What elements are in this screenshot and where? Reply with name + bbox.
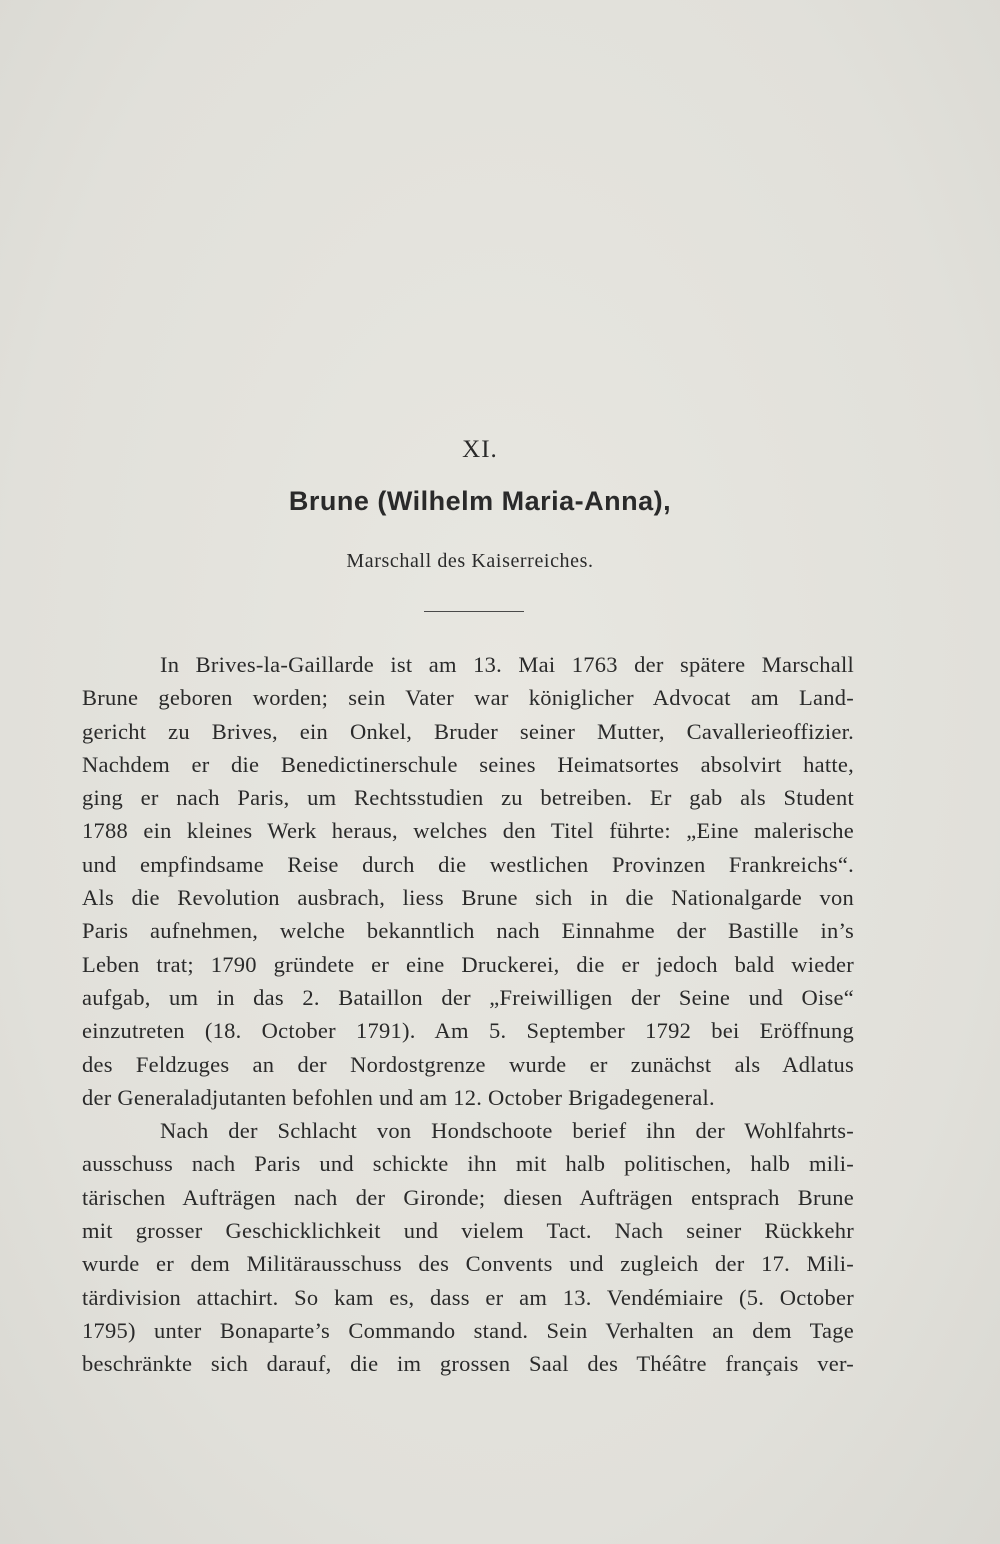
chapter-title: Brune (Wilhelm Maria-Anna), [288,486,672,516]
text-line: 1788 ein kleines Werk heraus, welches den Titel führte: „Eine malerische [82,818,854,844]
text-line: tärischen Aufträgen nach der Gironde; diesen Aufträgen entsprach Brune [82,1184,854,1210]
text-line: einzutreten (18. October 1791). Am 5. September 1792 bei Eröffnung [82,1018,854,1044]
text-line: Als die Revolution ausbrach, liess Brune sich in die Nationalgarde von [82,885,854,911]
text-line: und empfindsame Reise durch die westlichen Provinzen Frankreichs“. [82,851,854,877]
separator-rule [424,611,524,612]
text-line: Nachdem er die Benedictinerschule seines Heimatsortes absolvirt hatte, [82,751,854,777]
text-line: wurde er dem Militärausschuss des Convents und zugleich der 17. Mili- [82,1251,854,1277]
chapter-subtitle: Marschall des Kaiserreiches. [346,550,594,572]
text-line: tärdivision attachirt. So kam es, dass er am 13. Vendémiaire (5. October [82,1284,854,1310]
text-line: aufgab, um in das 2. Bataillon der „Freiwilligen der Seine und Oise“ [82,984,854,1010]
text-line: des Feldzuges an der Nordostgrenze wurde er zunächst als Adlatus [82,1051,854,1077]
text-line: der Generaladjutanten befohlen und am 12. October Brigadegeneral. [82,1084,715,1110]
body-text [82,648,854,1381]
text-line: Brune geboren worden; sein Vater war königlicher Advocat am Land- [82,685,854,711]
text-line: gericht zu Brives, ein Onkel, Bruder seiner Mutter, Cavallerieoffizier. [82,718,854,744]
text-line: ausschuss nach Paris und schickte ihn mit halb politischen, halb mili- [82,1151,854,1177]
text-line: In Brives-la-Gaillarde ist am 13. Mai 1763 der spätere Marschall [160,652,854,677]
text-line: 1795) unter Bonaparte’s Commando stand. Sein Verhalten an dem Tage [82,1317,854,1343]
text-line: Paris aufnehmen, welche bekanntlich nach Einnahme der Bastille in’s [82,918,854,944]
text-line: mit grosser Geschicklichkeit und vielem Tact. Nach seiner Rückkehr [82,1218,854,1244]
text-line: ging er nach Paris, um Rechtsstudien zu betreiben. Er gab als Student [82,785,854,811]
chapter-number: XI. [462,436,498,463]
text-line: Leben trat; 1790 gründete er eine Druckerei, die er jedoch bald wieder [82,951,854,977]
text-line: Nach der Schlacht von Hondschoote berief ihn der Wohlfahrts- [160,1118,854,1144]
text-line: beschränkte sich darauf, die im grossen Saal des Théâtre français ver- [82,1351,854,1377]
